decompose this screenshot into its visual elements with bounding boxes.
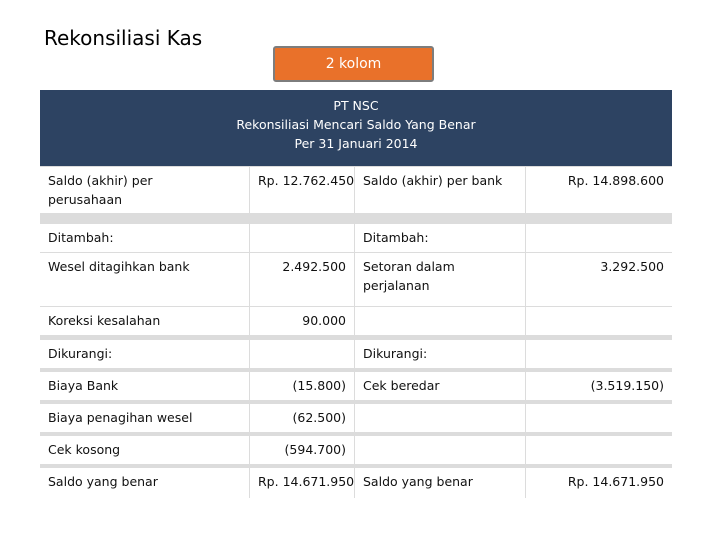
table-header <box>40 90 672 166</box>
table-cell-bank-fee-label: Biaya Bank <box>40 372 249 400</box>
table-cell-empty <box>526 404 672 432</box>
table-cell-bank-fee-value: (15.800) <box>250 372 354 400</box>
table-cell-empty <box>355 307 525 335</box>
table-cell-outstanding-checks-value: (3.519.150) <box>526 372 672 400</box>
table-cell-empty <box>250 224 354 252</box>
table-date: Per 31 Januari 2014 <box>294 136 418 151</box>
reconciliation-table <box>40 90 672 498</box>
table-cell-error-correction-value: 90.000 <box>250 307 354 335</box>
company-name: PT NSC <box>333 98 379 113</box>
table-cell-correct-balance-value-left: Rp. 14.671.950 <box>250 468 354 498</box>
table-cell-collection-fee-label: Biaya penagihan wesel <box>40 404 249 432</box>
table-cell-collection-fee-value: (62.500) <box>250 404 354 432</box>
table-cell-add-label-left: Ditambah: <box>40 224 249 252</box>
table-cell-empty <box>526 307 672 335</box>
table-cell-company-balance-label: Saldo (akhir) per perusahaan <box>40 167 249 213</box>
table-cell-outstanding-checks-label: Cek beredar <box>355 372 525 400</box>
page-title: Rekonsiliasi Kas <box>44 26 203 50</box>
table-cell-deduct-label-right: Dikurangi: <box>355 340 525 368</box>
table-cell-deposit-in-transit-label: Setoran dalam perjalanan <box>355 253 525 306</box>
table-cell-note-receivable-value: 2.492.500 <box>250 253 354 306</box>
table-cell-nsf-check-value: (594.700) <box>250 436 354 464</box>
table-cell-correct-balance-label-right: Saldo yang benar <box>355 468 525 498</box>
table-cell-note-receivable-label: Wesel ditagihkan bank <box>40 253 249 306</box>
table-cell-error-correction-label: Koreksi kesalahan <box>40 307 249 335</box>
table-cell-empty <box>526 340 672 368</box>
two-column-badge[interactable]: 2 kolom <box>273 46 434 82</box>
table-cell-bank-balance-label: Saldo (akhir) per bank <box>355 167 525 213</box>
table-cell-nsf-check-label: Cek kosong <box>40 436 249 464</box>
table-cell-empty <box>355 436 525 464</box>
table-cell-company-balance-value: Rp. 12.762.450 <box>250 167 354 213</box>
table-cell-empty <box>526 436 672 464</box>
table-cell-deposit-in-transit-value: 3.292.500 <box>526 253 672 306</box>
table-subtitle: Rekonsiliasi Mencari Saldo Yang Benar <box>236 117 476 132</box>
table-cell-empty <box>355 404 525 432</box>
table-cell-empty <box>526 224 672 252</box>
table-cell-correct-balance-value-right: Rp. 14.671.950 <box>526 468 672 498</box>
table-cell-deduct-label-left: Dikurangi: <box>40 340 249 368</box>
table-cell-correct-balance-label-left: Saldo yang benar <box>40 468 249 498</box>
table-cell-bank-balance-value: Rp. 14.898.600 <box>526 167 672 213</box>
table-cell-empty <box>250 340 354 368</box>
table-cell-add-label-right: Ditambah: <box>355 224 525 252</box>
